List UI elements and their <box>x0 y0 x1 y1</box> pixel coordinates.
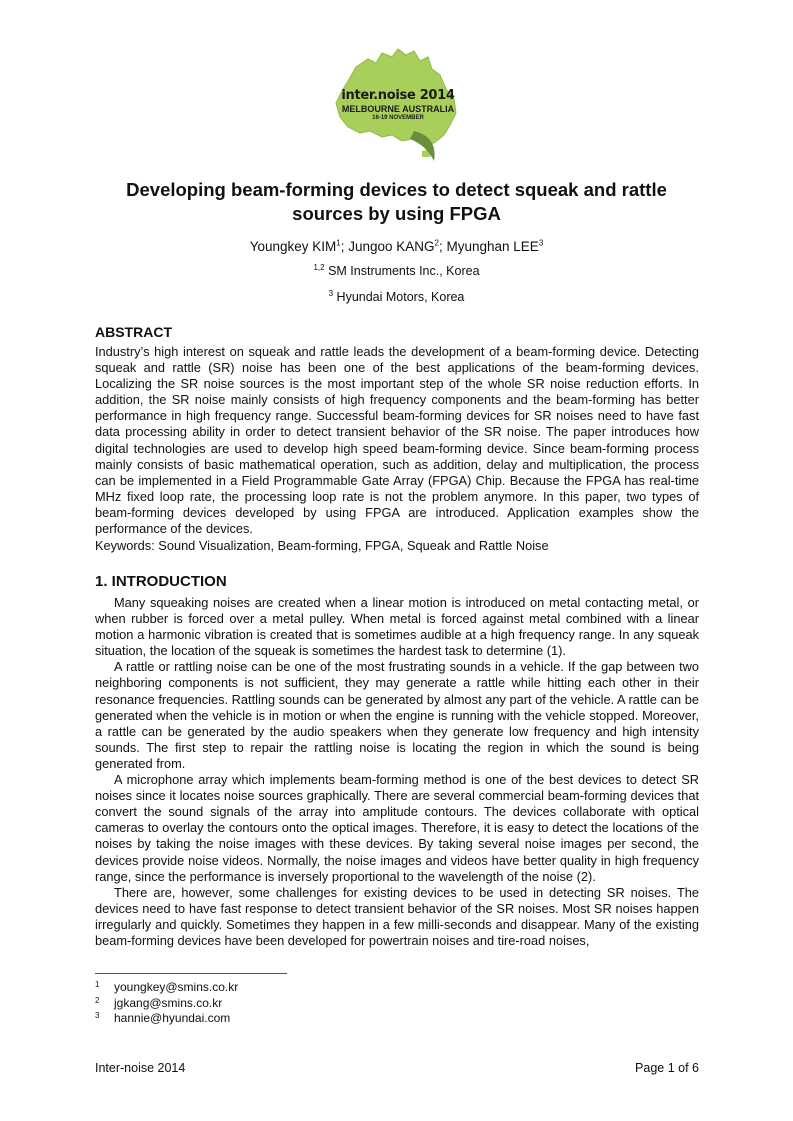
affiliation-1-text: SM Instruments Inc., Korea <box>328 264 480 278</box>
abstract-heading: ABSTRACT <box>95 324 172 340</box>
intro-paragraph-3: A microphone array which implements beam-forming method is one of the best devices to detect SR noises since it locates noise sources graphically. There are several commercial beam-forming devices that convert the sound signals of the array into amplitude contours. The devices collaborate with optical cameras to overlay the contours onto the optical images. Therefore, it is easy to detect the locations of the noises by taking the noise images with these devices. By taking several noise images per second, the devices provide noise videos. Normally, the noise images and videos have better quality in high frequency range, since the performance is inversely proportional to the wavelength of the noise (2). <box>95 772 699 884</box>
intro-paragraph-2: A rattle or rattling noise can be one of the most frustrating sounds in a vehicle. If the gap between two neighboring components is not sufficient, they may generate a rattle while hitting each other in their resonance frequencies. Rattling sounds can be generated by almost any part of the vehicle. A rattle can be generated when the vehicle is in motion or when the engine is running with the vehicle stopped. Moreover, a rattle can be generated by the audio speakers when they generate low frequency and high intensity sounds. The first step to repair the rattling noise is locating the region in which the sound is being generated from. <box>95 659 699 771</box>
intro-heading: 1. INTRODUCTION <box>95 573 227 590</box>
paper-title: Developing beam-forming devices to detect squeak and rattle sources by using FPGA <box>126 179 667 224</box>
affiliation-1-sup: 1,2 <box>313 262 325 272</box>
footnote-2-email[interactable]: jgkang@smins.co.kr <box>114 995 223 1010</box>
footnote-3-email[interactable]: hannie@hyundai.com <box>114 1011 231 1026</box>
affiliation-2 <box>96 290 697 304</box>
author-1: Youngkey KIM <box>249 239 337 254</box>
footer-conference: Inter-noise 2014 <box>95 1061 186 1075</box>
footnote-1-email[interactable]: youngkey@smins.co.kr <box>114 980 239 994</box>
intro-body <box>95 595 699 949</box>
abstract-body <box>95 344 699 537</box>
logo-dates: 16-19 NOVEMBER <box>372 115 424 121</box>
footnote-3-num: 3 <box>95 1011 100 1021</box>
author-1-sup: 1 <box>336 238 341 248</box>
affiliation-2-text: Hyundai Motors, Korea <box>336 290 465 304</box>
abstract-text: Industry’s high interest on squeak and rattle leads the development of a beam-forming device. Detecting squeak and rattle (SR) noise has been one of the best applications of the beam-forming devices. Localizing the SR noise sources is the most important step of the whole SR noise reduction efforts. In addition, the SR noise mainly consists of high frequency components and the beam-forming has better performance in high frequency range. Successful beam-forming devices for SR noises need to have fast data processing ability in order to detect transient behavior of the SR noise. The paper introduces how digital technologies are used to develop high speed beam-forming device. Since beam-forming process mainly consists of basic mathematical operation, such as addition, delay and multiplication, the process can be implemented in a Field Programmable Gate Array (FPGA) Chip. Because the FPGA has real-time MHz fixed loop rate, the processing loop rate is not the problem anymore. In this paper, two types of beam-forming devices developed by using FPGA are introduced. Application examples show the performance of the devices. <box>95 344 699 537</box>
affiliation-1 <box>96 264 697 278</box>
footnote-3 <box>95 1011 238 1027</box>
footnote-2 <box>95 996 238 1012</box>
footnote-1 <box>95 980 238 996</box>
intro-paragraph-1: Many squeaking noises are created when a linear motion is introduced on metal contacting metal, or when rubber is forced over a metal pulley. When metal is forced against metal combined with a linear motion a harmonic vibration is created that is sometimes audible at a high frequency range. In any squeak situation, the location of the squeak is sometimes the hardest task to determine (1). <box>95 595 699 659</box>
footnote-divider <box>95 973 287 974</box>
affiliation-2-sup: 3 <box>328 288 334 298</box>
footnotes <box>95 980 238 1027</box>
keywords: Keywords: Sound Visualization, Beam-forming, FPGA, Squeak and Rattle Noise <box>95 538 549 553</box>
author-line <box>96 239 697 254</box>
author-2: ; Jungoo KANG <box>340 239 435 254</box>
author-3: ; Myunghan LEE <box>439 239 539 254</box>
author-2-sup: 2 <box>434 238 439 248</box>
intro-paragraph-4: There are, however, some challenges for existing devices to be used in detecting SR noises. The devices need to have fast response to detect transient behavior of the SR noises. Most SR noises happen irregularly and quickly. Sometimes they happen in a few milli-seconds and disappear. Many of the existing beam-forming devices have been developed for powertrain noises and tire-road noises, <box>95 884 699 948</box>
footer-page-number: Page 1 of 6 <box>635 1061 699 1075</box>
footnote-1-num: 1 <box>95 980 100 989</box>
footnote-2-num: 2 <box>95 995 100 1005</box>
logo-title: inter.noise 2014 <box>341 88 455 103</box>
conference-logo <box>318 45 468 173</box>
author-3-sup: 3 <box>538 238 544 248</box>
logo-location: MELBOURNE AUSTRALIA <box>341 104 455 114</box>
